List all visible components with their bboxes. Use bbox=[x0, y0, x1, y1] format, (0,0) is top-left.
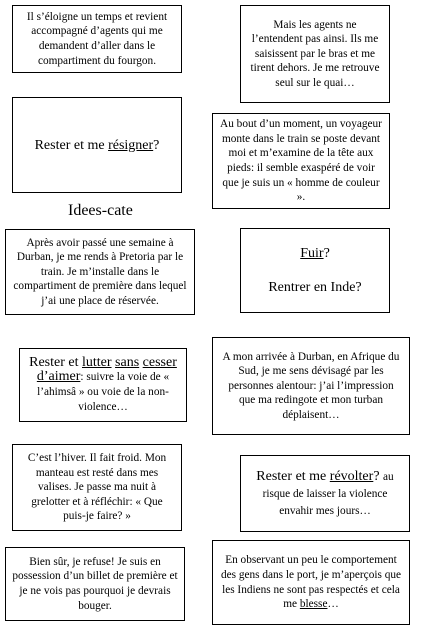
card-pretoria bbox=[5, 229, 195, 315]
word-sans: sans bbox=[115, 354, 140, 370]
word-resigner: résigner bbox=[108, 137, 154, 153]
card-pretoria-text: Après avoir passé une semaine à Durban, je me rends à Pretoria par le train. Je m’installe dans le compartiment de première dans lequel j’ai une place de réservée. bbox=[13, 236, 187, 307]
card-voyageur-text: Au bout d’un moment, un voyageur monte dans le train se poste devant moi et m’examine de la tête aux pieds: il semble exaspéré de voir que je suis un « homme de couleur ». bbox=[220, 118, 382, 204]
card-quai bbox=[240, 5, 390, 103]
word-blesse: blesse bbox=[299, 598, 328, 611]
card-hiver bbox=[12, 444, 182, 531]
card-hiver-text: C’est l’hiver. Il fait froid. Mon manteau est resté dans mes valises. Je passe ma nuit à grelotter et à réfléchir: « Que puis-je faire? » bbox=[27, 452, 167, 523]
card-fourgon-text: Il s’éloigne un temps et revient accompagné d’agents qui me demandent d’aller dans le compartiment du fourgon. bbox=[26, 10, 168, 67]
card-fuir bbox=[240, 228, 390, 313]
word-cesser: cesser bbox=[142, 354, 177, 370]
page-title: Idees-cate bbox=[68, 202, 133, 219]
card-resigner-text: Rester et me résigner? bbox=[34, 137, 160, 153]
card-revolter-text: Rester et me révolter? au risque de laisser la violence envahir mes jours… bbox=[256, 469, 394, 517]
card-revolter bbox=[240, 455, 410, 532]
card-fourgon bbox=[12, 5, 182, 73]
word-lutter: lutter bbox=[82, 354, 112, 370]
card-durban bbox=[212, 337, 410, 435]
card-port bbox=[212, 540, 410, 625]
card-durban-text: A mon arrivée à Durban, en Afrique du Sud, je me sens dévisagé par les personnes alentour: j’ai l’impression que ma redingote et mon turban déplaisent… bbox=[222, 350, 400, 421]
word-aimer: d’aimer bbox=[36, 369, 81, 385]
card-refuse bbox=[5, 547, 185, 621]
word-fuir: Fuir bbox=[300, 246, 324, 261]
rentrer-line: Rentrer en Inde? bbox=[268, 280, 362, 295]
card-resigner bbox=[12, 97, 182, 193]
card-voyageur bbox=[212, 113, 390, 209]
card-quai-text: Mais les agents ne l’entendent pas ainsi. Ils me saisissent par le bras et me tirent dehors. Je me retrouve seul sur le quai… bbox=[250, 18, 380, 89]
fuir-line: Fuir? bbox=[300, 246, 330, 261]
card-lutter bbox=[19, 348, 187, 422]
card-lutter-text: Rester et lutter sans cesser d’aimer: suivre la voie de « l’ahimsâ » ou voie de la non-violence… bbox=[29, 354, 177, 413]
card-refuse-text: Bien sûr, je refuse! Je suis en possession d’un billet de première et je ne vois pas pourquoi je devrais bouger. bbox=[12, 555, 178, 612]
card-port-text: En observant un peu le comportement des gens dans le port, je m’aperçois que les Indiens ne sont pas respectés et cela me blesse… bbox=[220, 554, 402, 611]
word-revolter: révolter bbox=[329, 469, 374, 484]
